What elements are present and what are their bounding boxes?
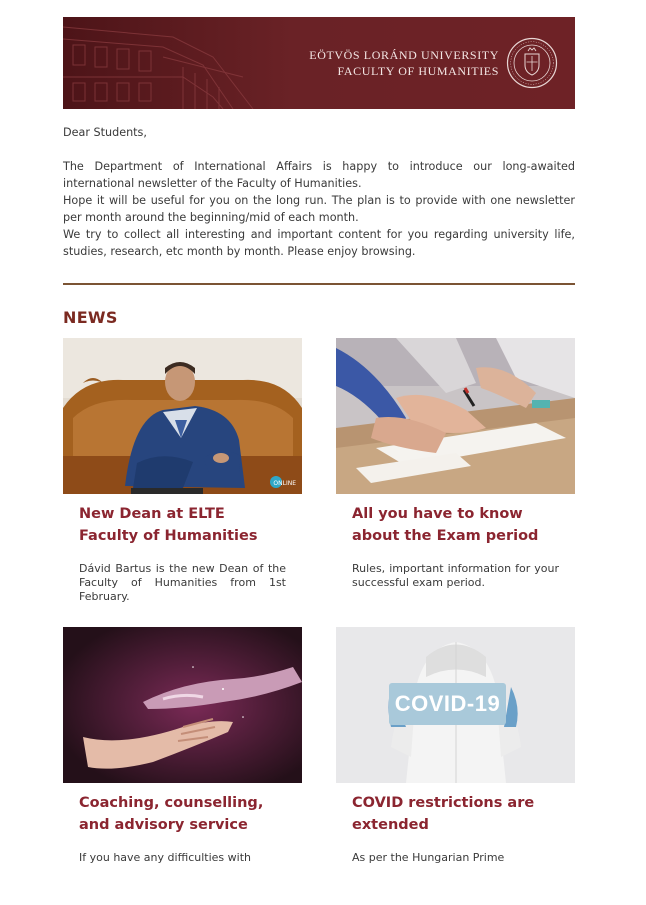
news-grid (63, 338, 575, 898)
news-card-title[interactable]: All you have to know about the Exam period (352, 506, 539, 544)
image-watermark: ONLINE (273, 480, 296, 487)
news-card-title[interactable]: New Dean at ELTE Faculty of Humanities (79, 506, 258, 544)
university-building-image (63, 17, 263, 109)
faculty-title: FACULTY OF HUMANITIES (337, 64, 499, 78)
intro-paragraph: Hope it will be useful for you on the long run. The plan is to provide with one newsletter per month around the beginning/mid of each month. (63, 194, 575, 224)
news-card-new-dean[interactable] (63, 338, 302, 604)
dean-photo[interactable] (63, 338, 302, 494)
section-divider (63, 283, 575, 285)
news-card-description: Dávid Bartus is the new Dean of the Faculty of Humanities from 1st February. (79, 562, 286, 603)
news-card-title[interactable]: COVID restrictions are extended (352, 795, 535, 833)
intro-paragraph: The Department of International Affairs is happy to introduce our long-awaited international newsletter of the Faculty of Humanities. (63, 160, 575, 190)
news-card-description: If you have any difficulties with (79, 851, 251, 864)
intro-text (63, 124, 575, 260)
university-name (309, 47, 499, 79)
news-card-exam-period[interactable] (336, 338, 575, 590)
news-card-coaching[interactable] (63, 627, 302, 865)
exam-photo[interactable] (336, 338, 575, 494)
coaching-photo[interactable] (63, 627, 302, 783)
news-card-covid[interactable] (336, 627, 575, 865)
news-section-title: NEWS (63, 308, 118, 327)
news-card-description: As per the Hungarian Prime (352, 851, 505, 864)
header-banner (63, 17, 575, 109)
covid-sign: COVID-19 (389, 683, 506, 725)
greeting: Dear Students, (63, 126, 147, 139)
news-card-title[interactable]: Coaching, counselling, and advisory service (79, 795, 264, 833)
university-seal-icon (506, 37, 558, 89)
newsletter (63, 17, 575, 898)
news-card-description: Rules, important information for your successful exam period. (352, 562, 559, 589)
university-title: EÖTVÖS LORÁND UNIVERSITY (309, 48, 499, 62)
covid-photo[interactable] (336, 627, 575, 783)
intro-paragraph: We try to collect all interesting and important content for you regarding university life, studies, research, etc month by month. Please enjoy browsing. (63, 228, 575, 258)
